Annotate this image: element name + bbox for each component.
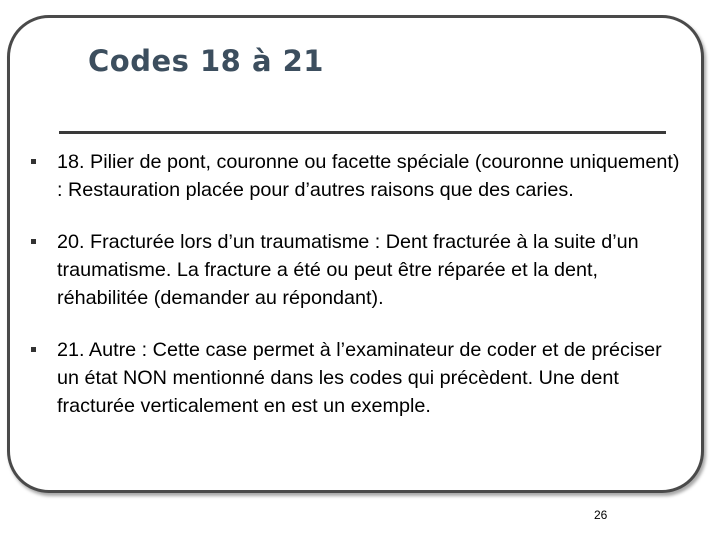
bullet-list: [28, 148, 688, 420]
bullet-item-code-20: [28, 228, 688, 312]
page-number: 26: [594, 508, 608, 522]
square-bullet-icon: [31, 239, 36, 244]
square-bullet-icon: [31, 159, 36, 164]
bullet-item-code-21: [28, 336, 688, 420]
square-bullet-icon: [31, 347, 36, 352]
bullet-item-code-18: [28, 148, 688, 204]
slide-title: Codes 18 à 21: [88, 44, 324, 78]
bullet-text: 18. Pilier de pont, couronne ou facette spéciale (couronne uniquement) : Restauration placée pour d’autres raisons que des caries.: [57, 151, 680, 201]
bullet-text: 20. Fracturée lors d’un traumatisme : Dent fracturée à la suite d’un traumatisme. La fracture a été ou peut être réparée et la dent, réhabilitée (demander au répondant).: [57, 231, 639, 309]
bullet-text: 21. Autre : Cette case permet à l’examinateur de coder et de préciser un état NON mentionné dans les codes qui précèdent. Une dent fracturée verticalement en est un exemple.: [57, 339, 662, 417]
title-divider: [59, 131, 666, 134]
